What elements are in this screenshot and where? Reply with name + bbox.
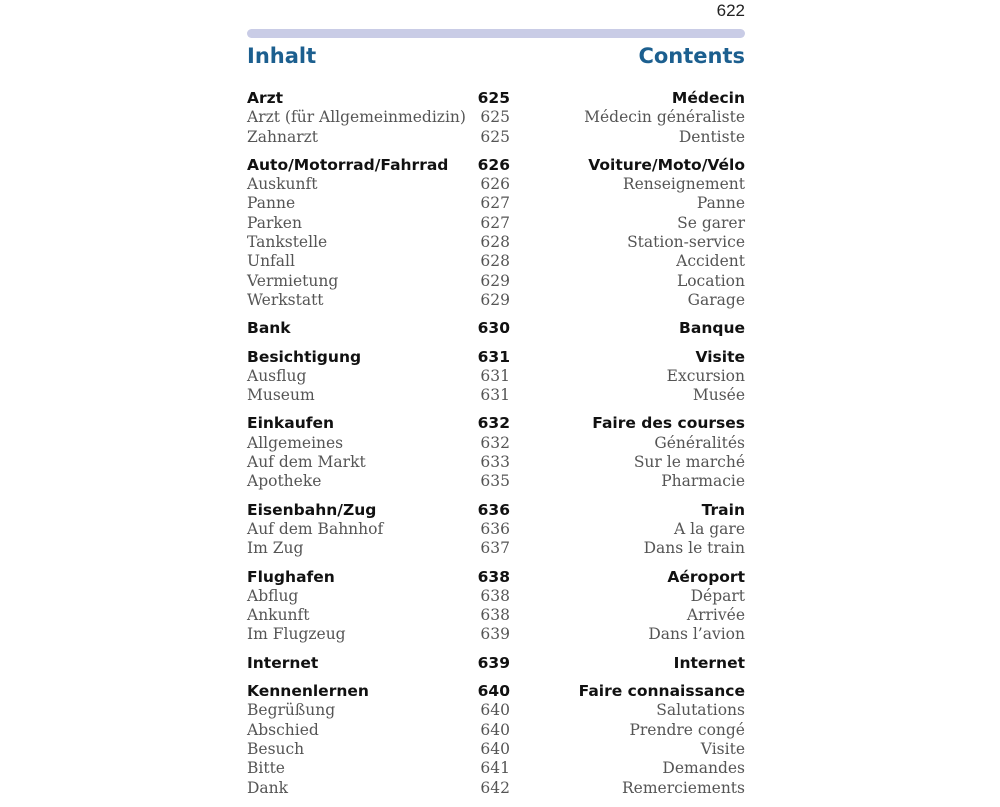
page-ref: 633 [480, 453, 510, 472]
german-title: Auf dem Markt [247, 453, 366, 472]
french-title: Pharmacie [661, 472, 745, 491]
page-ref: 627 [480, 213, 510, 232]
german-title: Arzt [247, 89, 284, 107]
french-title: Dans le train [643, 539, 745, 558]
german-title: Internet [247, 653, 319, 672]
page-ref: 638 [477, 567, 510, 586]
french-title: Internet [673, 653, 745, 672]
french-title: Remerciements [622, 778, 745, 797]
french-title: Faire connaissance [578, 682, 745, 701]
toc-entry[interactable] [247, 740, 745, 759]
page-number: 622 [716, 1, 745, 20]
page-ref: 640 [480, 739, 510, 758]
page-ref: 635 [480, 472, 510, 491]
toc-section-heading[interactable] [247, 501, 745, 520]
toc-section-heading[interactable] [247, 682, 745, 701]
french-title: Dans l’avion [648, 625, 745, 644]
page-ref: 628 [480, 233, 510, 252]
french-title: Arrivée [686, 606, 745, 625]
french-title: Médecin [671, 89, 745, 107]
page-ref: 631 [477, 347, 510, 366]
german-title: Museum [247, 386, 315, 405]
page-ref: 628 [480, 252, 510, 271]
header-bar [247, 29, 745, 38]
toc-entry[interactable] [247, 108, 745, 127]
toc-section [247, 156, 745, 310]
german-title: Im Flugzeug [247, 625, 346, 644]
german-title: Einkaufen [247, 414, 335, 433]
french-title: Visite [700, 739, 745, 758]
toc-entry[interactable] [247, 472, 745, 491]
page-ref: 642 [480, 778, 510, 797]
french-title: Location [676, 271, 745, 290]
toc-entry[interactable] [247, 606, 745, 625]
toc-entry[interactable] [247, 214, 745, 233]
toc-section [247, 414, 745, 491]
french-title: Aéroport [667, 567, 745, 586]
french-title: Prendre congé [629, 720, 745, 739]
french-title: Musée [692, 386, 745, 405]
german-title: Dank [247, 778, 289, 797]
german-title: Eisenbahn/Zug [247, 500, 377, 519]
page-ref: 640 [480, 701, 510, 720]
page-ref: 640 [480, 720, 510, 739]
toc-page [247, 0, 745, 800]
page-ref: 625 [477, 89, 510, 107]
german-title: Tankstelle [247, 233, 328, 252]
page-ref: 631 [480, 366, 510, 385]
german-title: Flughafen [247, 567, 335, 586]
french-title: Se garer [677, 213, 745, 232]
german-title: Allgemeines [247, 433, 344, 452]
page-ref: 639 [477, 653, 510, 672]
page-ref: 632 [480, 433, 510, 452]
page-ref: 636 [480, 519, 510, 538]
toc-entry[interactable] [247, 453, 745, 472]
toc-section [247, 568, 745, 645]
toc-section-heading[interactable] [247, 89, 745, 108]
page-ref: 626 [480, 175, 510, 194]
german-title: Auf dem Bahnhof [247, 519, 384, 538]
page-ref: 637 [480, 539, 510, 558]
german-title: Vermietung [247, 271, 339, 290]
toc-section-heading[interactable] [247, 414, 745, 433]
toc-section [247, 654, 745, 673]
toc-entry[interactable] [247, 291, 745, 310]
toc-section [247, 501, 745, 559]
toc-entry[interactable] [247, 520, 745, 539]
page-ref: 640 [477, 682, 510, 701]
toc-entry[interactable] [247, 252, 745, 271]
french-title: Banque [679, 319, 745, 338]
french-title: Train [701, 500, 745, 519]
toc-section [247, 319, 745, 338]
toc-section-heading[interactable] [247, 319, 745, 338]
toc-entry[interactable] [247, 587, 745, 606]
toc-entry[interactable] [247, 759, 745, 778]
french-title: Voiture/Moto/Vélo [588, 155, 745, 174]
page-ref: 630 [477, 319, 510, 338]
toc-section-heading[interactable] [247, 654, 745, 673]
french-title: Généralités [654, 433, 745, 452]
french-title: Station-service [627, 233, 745, 252]
page-ref: 627 [480, 194, 510, 213]
page-ref: 629 [480, 290, 510, 309]
german-title: Begrüßung [247, 701, 336, 720]
german-title: Bank [247, 319, 291, 338]
heading-german: Inhalt [247, 44, 317, 68]
toc-entry[interactable] [247, 386, 745, 405]
page-ref: 626 [477, 155, 510, 174]
toc-entry[interactable] [247, 367, 745, 386]
german-title: Bitte [247, 759, 285, 778]
toc-entry[interactable] [247, 539, 745, 558]
page-ref: 639 [480, 625, 510, 644]
toc-entry[interactable] [247, 625, 745, 644]
german-title: Parken [247, 213, 302, 232]
page-ref: 638 [480, 586, 510, 605]
page-ref: 631 [480, 386, 510, 405]
german-title: Auskunft [247, 175, 318, 194]
french-title: Sur le marché [633, 453, 745, 472]
german-title: Auto/Motorrad/Fahrrad [247, 155, 449, 174]
french-title: Accident [676, 252, 745, 271]
german-title: Besichtigung [247, 347, 362, 366]
french-title: Garage [687, 290, 745, 309]
french-title: Médecin généraliste [584, 108, 745, 127]
german-title: Zahnarzt [247, 127, 319, 146]
toc-section [247, 348, 745, 406]
page-ref: 638 [480, 606, 510, 625]
german-title: Ankunft [247, 606, 310, 625]
french-title: Visite [695, 347, 745, 366]
toc-entry[interactable] [247, 434, 745, 453]
page-ref: 632 [477, 414, 510, 433]
page-ref: 625 [480, 108, 510, 127]
toc-entry[interactable] [247, 701, 745, 720]
heading-row [247, 44, 745, 74]
heading-french: Contents [638, 44, 745, 68]
german-title: Werkstatt [247, 290, 324, 309]
german-title: Kennenlernen [247, 682, 369, 701]
toc-section-heading[interactable] [247, 348, 745, 367]
toc-entry[interactable] [247, 779, 745, 798]
german-title: Abschied [247, 720, 319, 739]
toc-section-heading[interactable] [247, 156, 745, 175]
german-title: Unfall [247, 252, 295, 271]
french-title: Salutations [656, 701, 745, 720]
toc-entry[interactable] [247, 272, 745, 291]
german-title: Ausflug [247, 366, 307, 385]
french-title: Panne [696, 194, 745, 213]
german-title: Abflug [247, 586, 299, 605]
page-ref: 641 [480, 759, 510, 778]
german-title: Besuch [247, 739, 305, 758]
french-title: Départ [690, 586, 745, 605]
page-ref: 636 [477, 500, 510, 519]
toc-entry[interactable] [247, 128, 745, 147]
french-title: Demandes [662, 759, 745, 778]
french-title: Faire des courses [592, 414, 745, 433]
page-ref: 629 [480, 271, 510, 290]
toc-entry[interactable] [247, 194, 745, 213]
french-title: Dentiste [678, 127, 745, 146]
toc-entry[interactable] [247, 721, 745, 740]
page-ref: 625 [480, 127, 510, 146]
french-title: Excursion [666, 366, 745, 385]
toc-entry[interactable] [247, 233, 745, 252]
toc-section-heading[interactable] [247, 568, 745, 587]
table-of-contents [247, 89, 745, 807]
toc-section [247, 89, 745, 147]
german-title: Panne [247, 194, 296, 213]
french-title: Renseignement [622, 175, 745, 194]
toc-entry[interactable] [247, 175, 745, 194]
toc-section [247, 682, 745, 798]
french-title: A la gare [674, 519, 745, 538]
german-title: Apotheke [247, 472, 322, 491]
german-title: Arzt (für Allgemeinmedizin) [247, 108, 466, 127]
german-title: Im Zug [247, 539, 304, 558]
